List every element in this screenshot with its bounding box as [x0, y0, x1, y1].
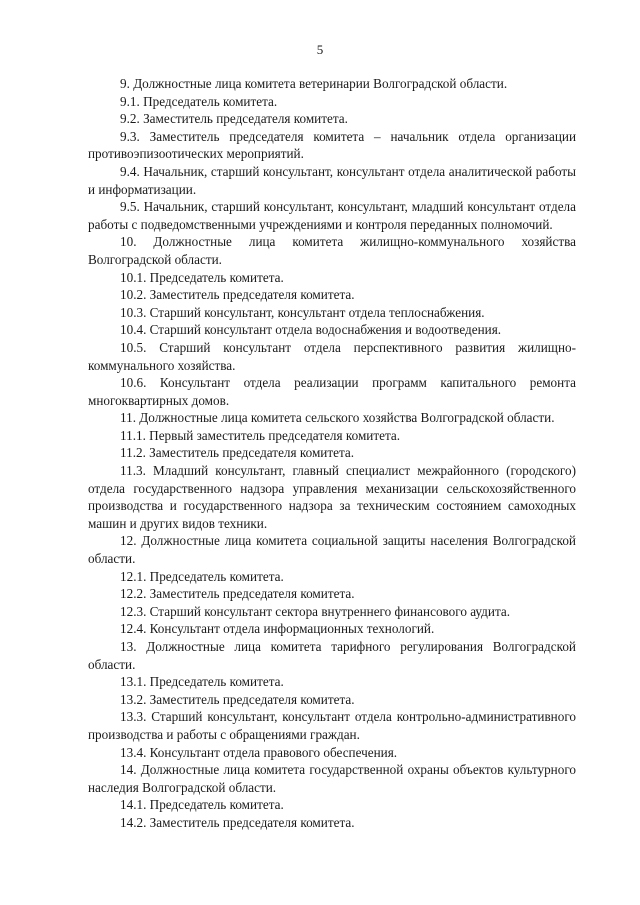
- list-item: 9.1. Председатель комитета.: [120, 93, 278, 109]
- list-item: 14. Должностные лица комитета государственной охраны объектов культурного наследия Волгоградской области.: [88, 762, 576, 795]
- list-item: 12.1. Председатель комитета.: [120, 568, 284, 584]
- list-item: 12. Должностные лица комитета социальной защиты населения Волгоградской области.: [88, 533, 576, 567]
- list-item: 13.4. Консультант отдела правового обеспечения.: [120, 744, 398, 760]
- list-item: 12.4. Консультант отдела информационных технологий.: [120, 621, 435, 637]
- list-item: 11. Должностные лица комитета сельского хозяйства Волгоградской области.: [120, 410, 555, 426]
- list-item: 10.2. Заместитель председателя комитета.: [120, 287, 355, 303]
- page-number: 5: [316, 42, 324, 57]
- list-item: 12.3. Старший консультант сектора внутреннего финансового аудита.: [120, 603, 511, 619]
- list-item: 10. Должностные лица комитета жилищно-коммунального хозяйства Волгоградской области.: [88, 234, 576, 267]
- list-item: 10.6. Консультант отдела реализации программ капитального ремонта многоквартирных домов.: [88, 375, 576, 408]
- list-item: 10.4. Старший консультант отдела водоснабжения и водоотведения.: [120, 322, 502, 338]
- document-body: [88, 75, 576, 832]
- list-item: 13.2. Заместитель председателя комитета.: [120, 691, 355, 707]
- list-item: 10.3. Старший консультант, консультант отдела теплоснабжения.: [120, 304, 485, 320]
- list-item: 12.2. Заместитель председателя комитета.: [120, 586, 355, 602]
- list-item: 14.2. Заместитель председателя комитета.: [120, 814, 355, 830]
- list-item: 10.5. Старший консультант отдела перспективного развития жилищно-коммунального хозяйства.: [88, 339, 576, 373]
- list-item: 9.4. Начальник, старший консультант, консультант отдела аналитической работы и информатизации.: [88, 163, 576, 197]
- list-item: 14.1. Председатель комитета.: [120, 797, 284, 813]
- list-item: 9. Должностные лица комитета ветеринарии Волгоградской области.: [120, 76, 508, 91]
- list-item: 11.3. Младший консультант, главный специалист межрайонного (городского) отдела государственного надзора управления механизации сельскохозяйственного производства и государственного надзора за техническим состоянием самоходных машин и других видов техники.: [88, 463, 576, 531]
- list-item: 13. Должностные лица комитета тарифного регулирования Волгоградской области.: [88, 639, 576, 672]
- list-item: 9.5. Начальник, старший консультант, консультант, младший консультант отдела работы с подведомственными учреждениями и контроля переданных полномочий.: [88, 199, 576, 232]
- list-item: 9.3. Заместитель председателя комитета – начальник отдела организации противоэпизоотических мероприятий.: [88, 128, 576, 162]
- list-item: 9.2. Заместитель председателя комитета.: [120, 111, 348, 127]
- list-item: 11.2. Заместитель председателя комитета.: [120, 445, 355, 461]
- list-item: 13.3. Старший консультант, консультант отдела контрольно-административного производства и работы с обращениями граждан.: [88, 709, 576, 742]
- list-item: 13.1. Председатель комитета.: [120, 674, 284, 690]
- list-item: 10.1. Председатель комитета.: [120, 269, 284, 285]
- list-item: 11.1. Первый заместитель председателя комитета.: [120, 427, 401, 443]
